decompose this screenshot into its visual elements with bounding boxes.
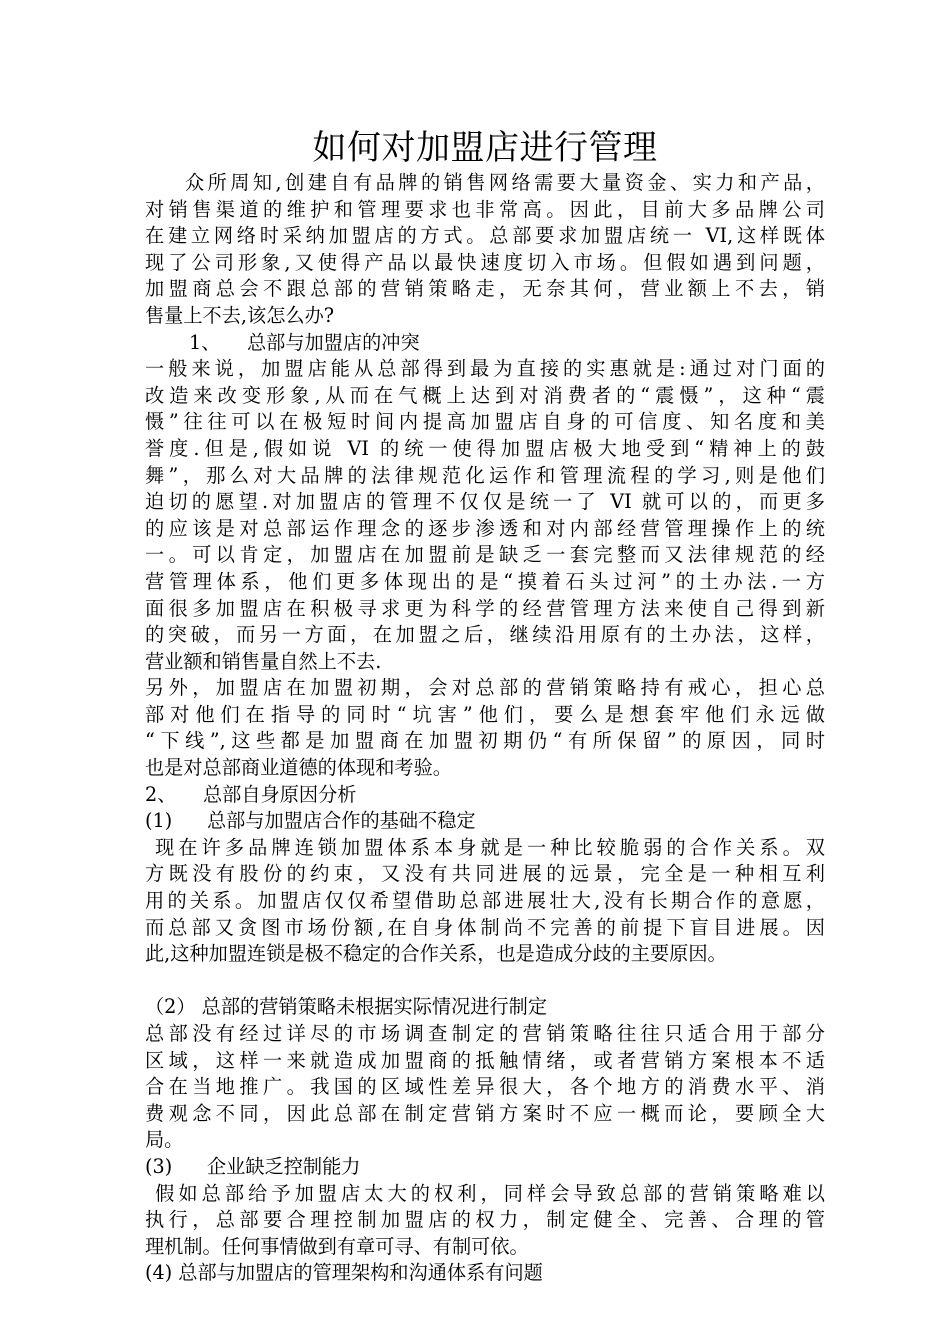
text-line: 执行，总部要合理控制加盟店的权力，制定健全、完善、合理的管: [145, 1208, 825, 1232]
text-line: 营管理体系，他们更多体现出的是“摸着石头过河”的土办法.一方: [145, 569, 825, 593]
subsection-number: (1): [145, 809, 173, 833]
text-line: 此,这种加盟连锁是极不稳定的合作关系，也是造成分歧的主要原因。: [145, 942, 727, 966]
text-line: 一。可以肯定，加盟店在加盟前是缺乏一套完整而又法律规范的经: [145, 543, 825, 567]
text-line: 而总部又贪图市场份额,在自身体制尚不完善的前提下盲目进展。因: [145, 915, 825, 939]
text-line: 总部没有经过详尽的市场调查制定的营销策略往往只适合用于部分: [145, 1022, 825, 1045]
text-line: 局。: [145, 1128, 184, 1152]
subsection-heading-1: [145, 808, 825, 835]
text-line: 在建立网络时采纳加盟店的方式。总部要求加盟店统一 VI,这样既体: [145, 224, 825, 248]
section1-paragraph-1: [145, 356, 825, 675]
text-line: 方既没有股份的约束，又没有共同进展的远景，完全是一种相互利: [145, 862, 825, 886]
text-line: 加盟商总会不跟总部的营销策略走，无奈其何，营业额上不去，销: [145, 277, 825, 301]
document-page: [145, 126, 825, 1287]
document-title: 如何对加盟店进行管理: [312, 128, 658, 168]
section-number: 2、: [145, 782, 177, 806]
text-line: 的应该是对总部运作理念的逐步渗透和对内部经营管理操作上的统: [145, 516, 825, 540]
text-line: 迫切的愿望.对加盟店的管理不仅仅是统一了 VI 就可以的，而更多: [145, 490, 825, 514]
subsection-number: (3): [145, 1154, 173, 1178]
text-line: 区域，这样一来就造成加盟商的抵触情绪，或者营销方案根本不适: [145, 1048, 825, 1072]
subsection3-paragraph: [145, 1181, 825, 1261]
text-line: 也是对总部商业道德的体现和考验。: [145, 756, 452, 780]
subsection2-paragraph: [145, 1021, 825, 1154]
text-line: 部对他们在指导的同时“坑害”他们，要么是想套牢他们永远做: [145, 702, 825, 726]
text-line: 现在许多品牌连锁加盟体系本身就是一种比较脆弱的合作关系。双: [145, 835, 825, 859]
section1-paragraph-2: [145, 675, 825, 781]
section-heading-1: [145, 330, 825, 357]
text-line: 改造来改变形象,从而在气概上达到对消费者的“震慑”，这种“震: [145, 383, 825, 407]
subsection-title: 企业缺乏控制能力: [207, 1154, 361, 1178]
text-line: 理机制。任何事情做到有章可寻、有制可依。: [145, 1234, 529, 1258]
text-line: 营业额和销售量自然上不去.: [145, 649, 382, 673]
section-number: 1、: [189, 330, 221, 354]
section-title: 总部自身原因分析: [203, 782, 357, 806]
text-line: 费观念不同，因此总部在制定营销方案时不应一概而论，要顾全大: [145, 1101, 825, 1125]
text-line: 舞”，那么对大品牌的法律规范化运作和管理流程的学习,则是他们: [145, 463, 825, 487]
subsection-heading-2: （2） 总部的营销策略未根据实际情况进行制定: [145, 995, 548, 1019]
text-line: 假如总部给予加盟店太大的权利，同样会导致总部的营销策略难以: [145, 1181, 825, 1205]
section-title: 总部与加盟店的冲突: [247, 330, 420, 354]
text-line: 合在当地推广。我国的区域性差异很大，各个地方的消费水平、消: [145, 1075, 825, 1099]
text-line: 慑”往往可以在极短时间内提高加盟店自身的可信度、知名度和美: [145, 410, 825, 434]
text-line: 现了公司形象,又使得产品以最快速度切入市场。但假如遇到问题，: [145, 250, 825, 274]
subsection-title: 总部与加盟店合作的基础不稳定: [207, 809, 476, 833]
text-line: 用的关系。加盟店仅仅希望借助总部进展壮大,没有长期合作的意愿，: [145, 889, 825, 913]
subsection-heading-4: (4) 总部与加盟店的管理架构和沟通体系有问题: [145, 1261, 543, 1285]
text-line: 面很多加盟店在积极寻求更为科学的经营管理方法来使自己得到新: [145, 596, 825, 620]
subsection-heading-3: [145, 1154, 825, 1181]
text-line: 售量上不去,该怎么办?: [145, 303, 335, 327]
text-line: 众所周知,创建自有品牌的销售网络需要大量资金、实力和产品，: [185, 171, 825, 194]
text-line: 对销售渠道的维护和管理要求也非常高。因此，目前大多品牌公司: [145, 197, 825, 221]
text-line: 誉度.但是,假如说 VI 的统一使得加盟店极大地受到“精神上的鼓: [145, 436, 825, 460]
text-line: 一般来说，加盟店能从总部得到最为直接的实惠就是:通过对门面的: [145, 357, 825, 381]
blank-line: [145, 968, 825, 995]
text-line: 的突破，而另一方面，在加盟之后，继续沿用原有的土办法，这样，: [145, 623, 825, 647]
text-line: “下线”,这些都是加盟商在加盟初期仍“有所保留”的原因，同时: [145, 729, 825, 753]
subsection1-paragraph: [145, 835, 825, 968]
text-line: 另外，加盟店在加盟初期，会对总部的营销策略持有戒心，担心总: [145, 676, 825, 700]
intro-paragraph: [145, 170, 825, 330]
section-heading-2: [145, 782, 825, 809]
